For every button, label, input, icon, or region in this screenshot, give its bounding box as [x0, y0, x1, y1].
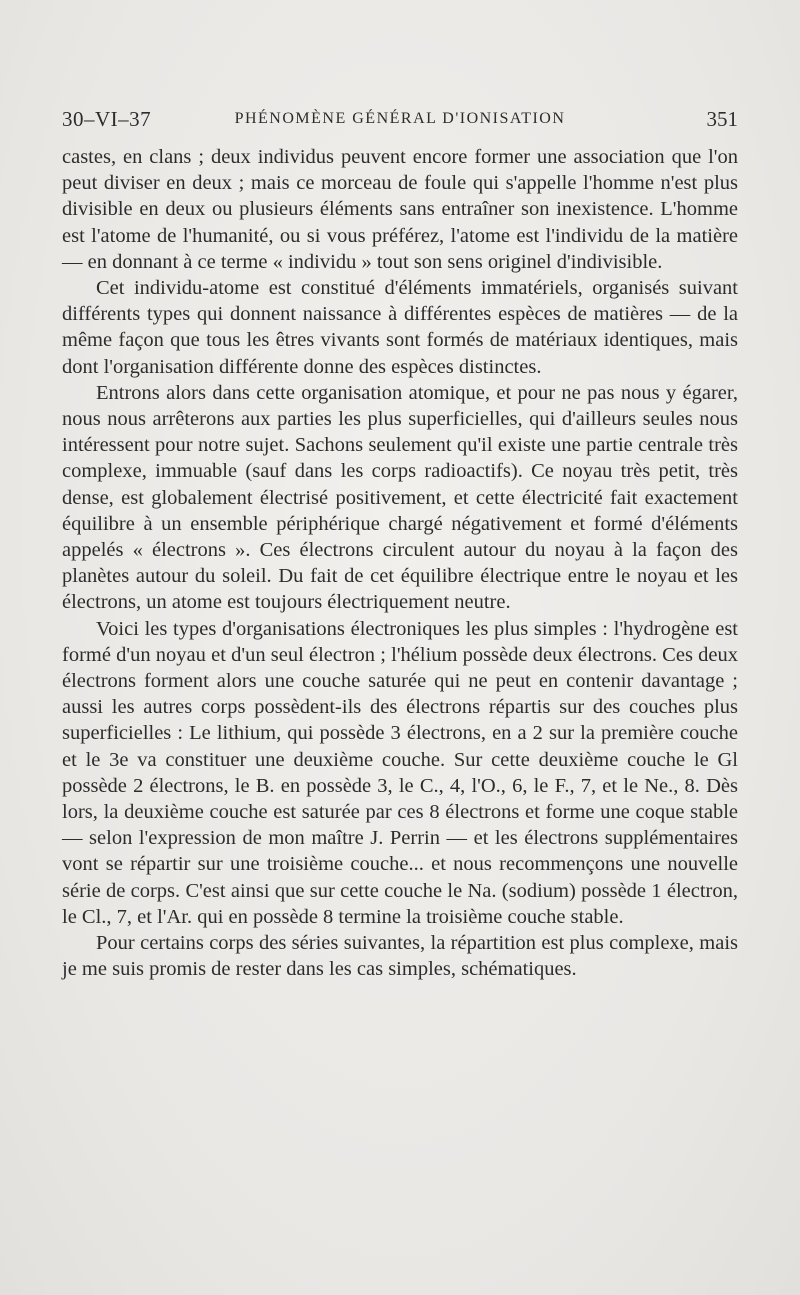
- header-date: 30–VI–37: [62, 107, 152, 131]
- page-number: 351: [706, 107, 738, 131]
- paragraph-4: Voici les types d'organisations électroniques les plus simples : l'hydrogène est formé d'un noyau et d'un seul électron ; l'hélium possède deux électrons. Ces deux électrons forment alors une couche saturée qui ne peut en contenir davantage ; aussi les autres corps possèdent-ils des électrons répartis sur des couches plus superficielles : Le lithium, qui possède 3 électrons, en a 2 sur la première couche et le 3e va constituer une deuxième couche. Sur cette deuxième couche le Gl possède 2 électrons, le B. en possède 3, le C., 4, l'O., 6, le F., 7, et le Ne., 8. Dès lors, la deuxième couche est saturée par ces 8 électrons et forme une coque stable — selon l'expression de mon maître J. Perrin — et les électrons supplémentaires vont se répartir sur une troisième couche... et nous recommençons une nouvelle série de corps. C'est ainsi que sur cette couche le Na. (sodium) possède 1 électron, le Cl., 7, et l'Ar. qui en possède 8 termine la troisième couche stable.: [62, 617, 738, 928]
- body-text: [62, 144, 738, 983]
- paragraph-3: Entrons alors dans cette organisation atomique, et pour ne pas nous y égarer, nous nous arrêterons aux parties les plus superficielles, qui d'ailleurs seules nous intéressent pour notre sujet. Sachons seulement qu'il existe une partie centrale très complexe, immuable (sauf dans les corps radioactifs). Ce noyau très petit, très dense, est globalement électrisé positivement, et cette électricité fait exactement équilibre à un ensemble périphérique chargé négativement et formé d'éléments appelés « électrons ». Ces électrons circulent autour du noyau à la façon des planètes autour du soleil. Du fait de cet équilibre électrique entre le noyau et les électrons, un atome est toujours électriquement neutre.: [62, 381, 738, 614]
- paragraph-2: Cet individu-atome est constitué d'éléments immatériels, organisés suivant différents types qui donnent naissance à différentes espèces de matières — de la même façon que tous les êtres vivants sont formés de matériaux identiques, mais dont l'organisation différente donne des espèces distinctes.: [62, 277, 738, 378]
- header-title: PHÉNOMÈNE GÉNÉRAL D'IONISATION: [234, 110, 566, 127]
- paragraph-5: Pour certains corps des séries suivantes, la répartition est plus complexe, mais je me suis promis de rester dans les cas simples, schématiques.: [62, 932, 738, 981]
- running-header: [62, 104, 738, 134]
- paragraph-1: castes, en clans ; deux individus peuvent encore former une association que l'on peut diviser en deux ; mais ce morceau de foule qui s'appelle l'homme n'est plus divisible en deux ou plusieurs éléments sans entraîner son inexistence. L'homme est l'atome de l'humanité, ou si vous préférez, l'atome est l'individu de la matière — en donnant à ce terme « individu » tout son sens originel d'indivisible.: [62, 146, 738, 273]
